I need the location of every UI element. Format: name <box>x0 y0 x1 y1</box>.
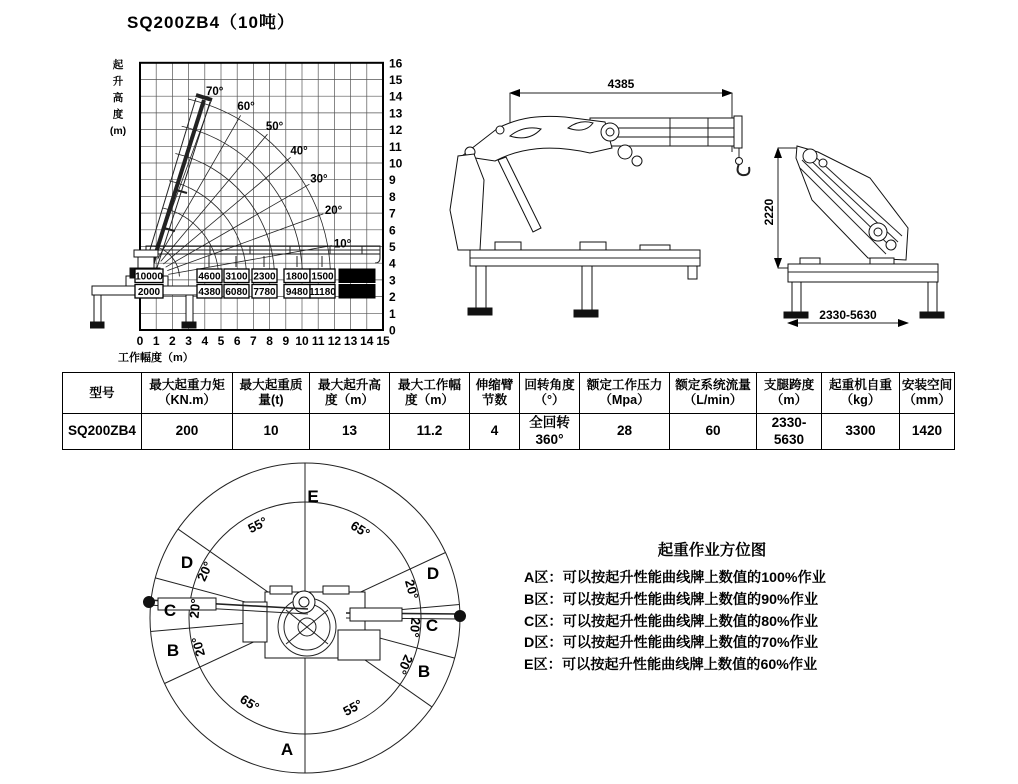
zone-letter: C <box>163 601 177 620</box>
y-tick-label: 6 <box>389 223 396 238</box>
crane-technical-drawings <box>440 60 1018 340</box>
x-tick-label: 11 <box>311 334 325 348</box>
rear-span-dim: 2330-5630 <box>819 308 877 322</box>
spec-header-cell <box>670 373 757 414</box>
boom-angle-label: 20° <box>324 205 343 218</box>
zone-letter: E <box>307 487 319 506</box>
sector-angle-label: 20° <box>394 652 417 677</box>
x-tick-label: 9 <box>282 334 290 348</box>
spec-header-text: （KN.m） <box>157 393 217 407</box>
load-box-value: 9480 <box>285 287 309 298</box>
y-axis-title-char: (m) <box>109 125 127 137</box>
load-box-value: 6080 <box>225 287 248 298</box>
y-axis-title-char: 起 <box>112 59 124 71</box>
spec-value-text: 10 <box>263 423 279 439</box>
spec-value-cell <box>900 414 955 450</box>
y-axis-title-char: 升 <box>112 75 124 88</box>
spec-header-text: 节数 <box>481 393 508 407</box>
y-tick-label: 8 <box>389 189 396 204</box>
sector-angle-label: 55° <box>340 696 365 719</box>
zone-letter: D <box>180 553 194 572</box>
crane-side-view-drawing <box>450 77 749 317</box>
load-box-value: 2000 <box>137 287 161 298</box>
spec-value-text: 60 <box>705 423 721 439</box>
spec-header-text: 型号 <box>89 385 115 400</box>
spec-header-text: 度（m） <box>325 393 374 407</box>
spec-header-cell <box>470 373 520 414</box>
zone-letter: A <box>280 740 294 759</box>
spec-value-cell <box>670 414 757 450</box>
spec-header-cell <box>233 373 310 414</box>
spec-header-cell <box>142 373 233 414</box>
zone-legend-item: D区：可以按起升性能曲线牌上数值的70%作业 <box>524 635 819 652</box>
spec-header-text: 量(t) <box>258 393 284 407</box>
y-tick-label: 16 <box>389 56 403 71</box>
spec-header-text: 伸缩臂 <box>475 378 514 393</box>
zone-legend-item: E区：可以按起升性能曲线牌上数值的60%作业 <box>524 657 818 674</box>
load-box-value: 10000 <box>135 271 163 283</box>
y-tick-label: 4 <box>389 256 396 271</box>
spec-value-cell <box>520 414 580 450</box>
lifting-capacity-chart <box>90 40 420 376</box>
y-tick-label: 15 <box>389 73 403 87</box>
y-tick-label: 5 <box>389 240 396 254</box>
spec-header-text: 额定工作压力 <box>586 378 663 393</box>
x-tick-label: 5 <box>217 334 225 348</box>
sector-angle-label: 20° <box>193 559 216 584</box>
zone-legend-item: A区：可以按起升性能曲线牌上数值的100%作业 <box>524 570 826 586</box>
load-box-value: 4380 <box>198 287 221 298</box>
sector-angle-label: 20° <box>186 597 204 619</box>
spec-table <box>62 372 955 450</box>
spec-header-text: 额定系统流量 <box>675 378 751 393</box>
spec-header-cell <box>580 373 670 414</box>
zone-letter: D <box>426 564 440 583</box>
load-row-label: 荷载Kg <box>342 271 372 282</box>
crane-rear-view-drawing <box>762 146 944 323</box>
x-tick-label: 2 <box>169 334 176 348</box>
x-tick-label: 3 <box>185 334 192 348</box>
spec-header-cell <box>822 373 900 414</box>
x-tick-label: 7 <box>250 334 257 348</box>
spec-value-text: 2330-5630 <box>771 415 807 447</box>
spec-header-cell <box>310 373 390 414</box>
x-tick-label: 12 <box>327 334 342 348</box>
spec-header-text: 回转角度 <box>524 378 575 393</box>
spec-header-cell <box>63 373 142 414</box>
spec-value-text: 全回转 <box>529 415 570 431</box>
x-tick-label: 4 <box>201 334 209 348</box>
boom-angle-label: 10° <box>333 238 352 251</box>
spec-header-cell <box>390 373 470 414</box>
x-tick-label: 6 <box>233 334 241 348</box>
spec-value-cell <box>757 414 822 450</box>
spec-header-cell <box>757 373 822 414</box>
boom-angle-label: 70° <box>205 86 224 99</box>
x-tick-label: 8 <box>266 334 273 348</box>
spec-header-text: 安装空间 <box>901 378 953 393</box>
x-tick-label: 0 <box>136 334 144 348</box>
page-title: SQ200ZB4（10吨） <box>127 13 295 32</box>
y-tick-label: 7 <box>389 206 396 221</box>
spec-value-cell <box>580 414 670 450</box>
zone-legend-title: 起重作业方位图 <box>657 542 767 559</box>
load-row-label: 幅度mm <box>339 287 375 297</box>
y-tick-label: 3 <box>389 273 396 288</box>
y-tick-label: 12 <box>389 123 403 138</box>
sector-angle-label: 20° <box>401 577 422 601</box>
spec-header-text: （Mpa） <box>599 393 650 407</box>
boom-angle-line <box>161 134 268 261</box>
chart-axis-labels <box>110 56 403 364</box>
zone-legend <box>524 568 826 677</box>
spec-header-text: （m） <box>770 393 808 407</box>
load-box-value: 11180 <box>309 287 336 298</box>
spec-value-text: 3300 <box>845 423 876 439</box>
spec-header-text: 最大工作幅 <box>398 378 461 393</box>
spec-table-header-row <box>63 373 955 414</box>
y-tick-label: 10 <box>389 156 403 171</box>
spec-value-text: 11.2 <box>416 423 443 439</box>
spec-header-text: 度（m） <box>405 393 454 407</box>
spec-value-text: 13 <box>341 423 358 439</box>
spec-header-text: （L/min） <box>683 393 743 407</box>
y-tick-label: 14 <box>389 89 403 104</box>
x-tick-label: 15 <box>376 334 390 348</box>
x-tick-label: 1 <box>152 334 160 348</box>
zone-legend-item: C区：可以按起升性能曲线牌上数值的80%作业 <box>524 613 819 630</box>
zone-letter: B <box>166 641 180 660</box>
spec-value-text: 200 <box>175 423 199 439</box>
load-box-value: 1800 <box>285 271 309 283</box>
zone-letter: B <box>417 662 431 681</box>
load-box-value: 7780 <box>253 287 276 298</box>
spec-header-text: 最大起升高 <box>318 378 381 393</box>
x-axis-title: 工作幅度（m） <box>118 352 194 364</box>
working-zone-diagram <box>118 442 494 784</box>
y-tick-label: 13 <box>389 106 403 121</box>
spec-value-text: 4 <box>490 423 499 439</box>
zone-letter: C <box>425 616 439 635</box>
sector-angle-label: 65° <box>237 691 263 715</box>
sector-angle-label: 65° <box>348 517 373 541</box>
sector-angle-label: 20° <box>406 617 424 639</box>
y-axis-title-char: 度 <box>112 108 124 121</box>
boom-angle-label: 30° <box>310 173 328 186</box>
sector-angle-label: 20° <box>188 635 209 659</box>
y-tick-label: 11 <box>389 139 402 154</box>
spec-header-text: 最大起重质 <box>239 378 303 393</box>
spec-header-text: （mm） <box>903 393 951 407</box>
spec-value-text: 1420 <box>911 423 943 439</box>
rear-height-dim: 2220 <box>762 198 776 226</box>
spec-value-cell <box>822 414 900 450</box>
boom-angle-label: 60° <box>237 100 255 113</box>
y-tick-label: 0 <box>389 323 396 338</box>
spec-value-text: SQ200ZB4 <box>67 423 136 439</box>
load-box-value: 4600 <box>198 271 221 283</box>
y-tick-label: 9 <box>389 173 396 188</box>
load-box-value: 2300 <box>253 271 276 283</box>
boom-angle-label: 40° <box>290 145 308 158</box>
spec-header-text: 最大起重力矩 <box>149 378 225 393</box>
spec-value-text: 28 <box>616 423 633 439</box>
x-tick-label: 14 <box>360 334 374 348</box>
spec-header-text: 支腿跨度 <box>763 378 815 393</box>
spec-header-text: （kg） <box>840 393 881 407</box>
spec-header-text: 起重机自重 <box>829 378 892 393</box>
x-tick-label: 13 <box>343 334 358 348</box>
spec-header-cell <box>900 373 955 414</box>
y-tick-label: 1 <box>389 306 396 321</box>
side-width-dim: 4385 <box>607 77 635 91</box>
x-tick-label: 10 <box>295 334 309 348</box>
boom-angle-fan <box>154 86 352 276</box>
spec-header-text: （°） <box>534 393 565 407</box>
zone-legend-item: B区：可以按起升性能曲线牌上数值的90%作业 <box>524 591 819 608</box>
spec-value-text: 360° <box>535 431 564 447</box>
load-box-value: 3100 <box>225 271 248 283</box>
sector-angle-label: 55° <box>245 513 270 537</box>
y-tick-label: 2 <box>389 290 396 305</box>
spec-header-cell <box>520 373 580 414</box>
y-axis-title-char: 高 <box>112 92 124 104</box>
boom-angle-label: 50° <box>265 120 284 133</box>
load-box-value: 1500 <box>311 271 334 283</box>
